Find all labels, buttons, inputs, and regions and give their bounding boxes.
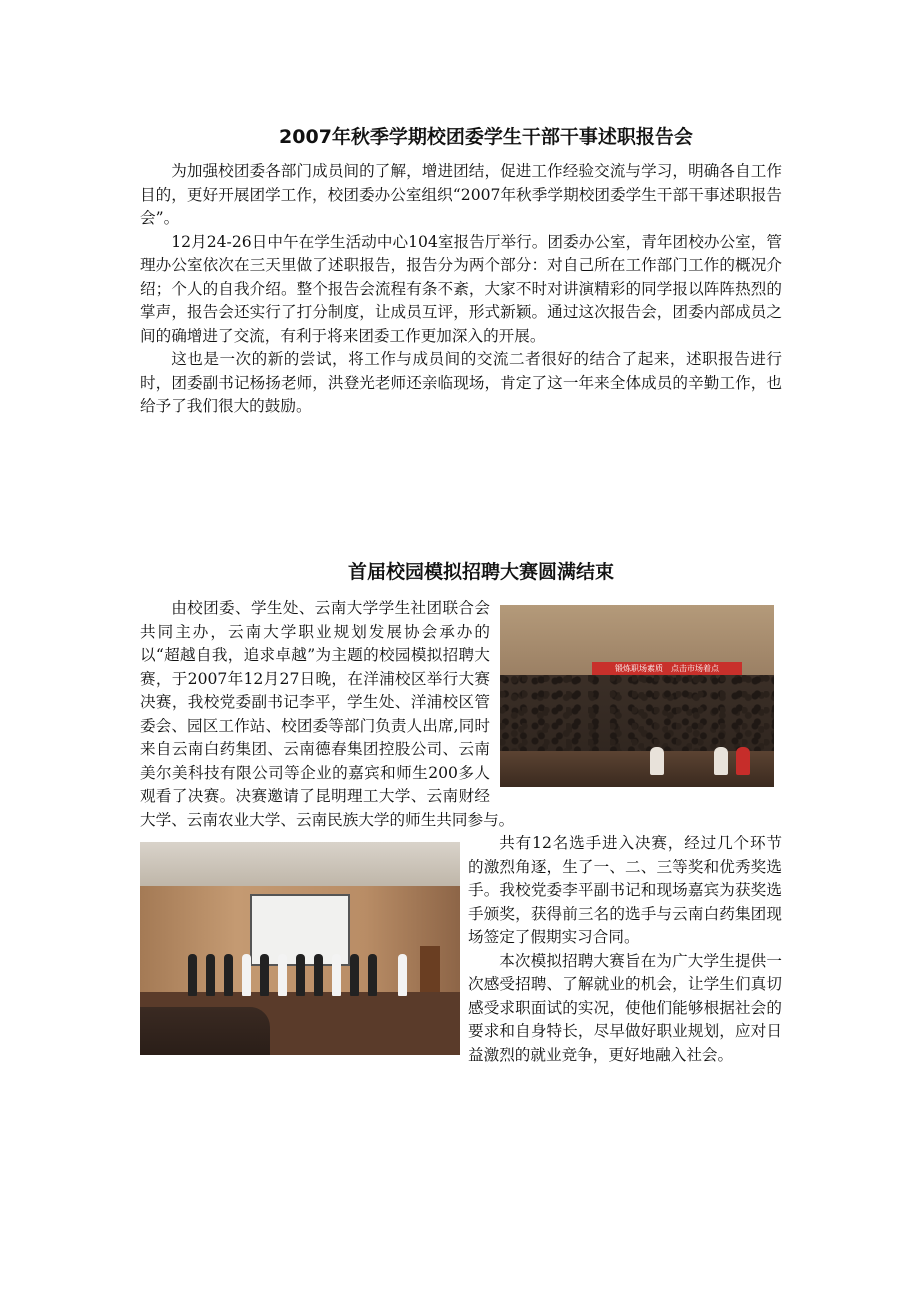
article2-paragraph: 本次模拟招聘大赛旨在为广大学生提供一次感受招聘、了解就业的机会，让学生们真切感受求职面试的实况，使他们能够根据社会的要求和自身特长，尽早做好职业规划，应对日益激烈的就业竞争，更好地融入社会。 xyxy=(468,951,782,1064)
audience-member xyxy=(736,747,750,775)
article2-paragraph: 共有12名选手进入决赛，经过几个环节的激烈角逐，生了一、二、三等奖和优秀奖选手。我校党委李平副书记和现场嘉宾为获奖选手颁奖，获得前三名的选手与云南白药集团现场签定了假期实习合同。 xyxy=(468,834,782,946)
auditorium-photo xyxy=(500,605,774,787)
contestant xyxy=(278,954,287,996)
contestant xyxy=(314,954,323,996)
article2-body xyxy=(140,597,782,1067)
contestant xyxy=(206,954,215,996)
contestant xyxy=(398,954,407,996)
contestant xyxy=(350,954,359,996)
contestant xyxy=(332,954,341,996)
event-banner: 锻炼职场素质 点击市场着点 xyxy=(592,662,742,675)
article1-paragraph: 这也是一次的新的尝试，将工作与成员间的交流二者很好的结合了起来，述职报告进行时，团委副书记杨扬老师，洪登光老师还亲临现场，肯定了这一年来全体成员的辛勤工作，也给予了我们很大的鼓励。 xyxy=(140,350,782,415)
stage-door xyxy=(420,946,440,998)
audience-member xyxy=(650,747,664,775)
contestant xyxy=(296,954,305,996)
contestant xyxy=(368,954,377,996)
contestant xyxy=(188,954,197,996)
article1-paragraph: 为加强校团委各部门成员间的了解，增进团结，促进工作经验交流与学习，明确各自工作目的，更好开展团学工作，校团委办公室组织“2007年秋季学期校团委学生干部干事述职报告会”。 xyxy=(140,162,782,227)
contestant xyxy=(242,954,251,996)
stage-photo xyxy=(140,842,460,1055)
article2-title: 首届校园模拟招聘大赛圆满结束 xyxy=(347,561,614,583)
front-desk xyxy=(500,751,774,787)
contestant xyxy=(224,954,233,996)
article2-paragraph: 由校团委、学生处、云南大学学生社团联合会共同主办，云南大学职业规划发展协会承办的以“超越自我，追求卓越”为主题的校园模拟招聘大赛，于2007年12月27日晚，在洋浦校区举行大赛决赛，我校党委副书记李平，学生处、洋浦校区管委会、园区工作站、校团委等部门负责人出席,同时来自云南白药集团、云南德春集团控股公司、云南美尔美科技有限公司等企业的嘉宾和师生200多人观看了决赛。决赛邀请了昆明理工大学、云南财经大学、云南农业大学、云南民族大学的师生共同参与。 xyxy=(140,599,515,829)
audience-member xyxy=(714,747,728,775)
contestant xyxy=(260,954,269,996)
photo-ceiling xyxy=(140,842,460,886)
article1-body xyxy=(140,160,782,419)
article1-title: 2007年秋季学期校团委学生干部干事述职报告会 xyxy=(279,126,693,148)
seated-audience xyxy=(140,1007,270,1055)
article1-paragraph: 12月24-26日中午在学生活动中心104室报告厅举行。团委办公室，青年团校办公室，管理办公室依次在三天里做了述职报告，报告分为两个部分：对自己所在工作部门工作的概况介绍；个人的自我介绍。整个报告会流程有条不紊，大家不时对讲演精彩的同学报以阵阵热烈的掌声，报告会还实行了打分制度，让成员互评，形式新颖。通过这次报告会，团委内部成员之间的确增进了交流，有利于将来团委工作更加深入的开展。 xyxy=(140,232,782,345)
